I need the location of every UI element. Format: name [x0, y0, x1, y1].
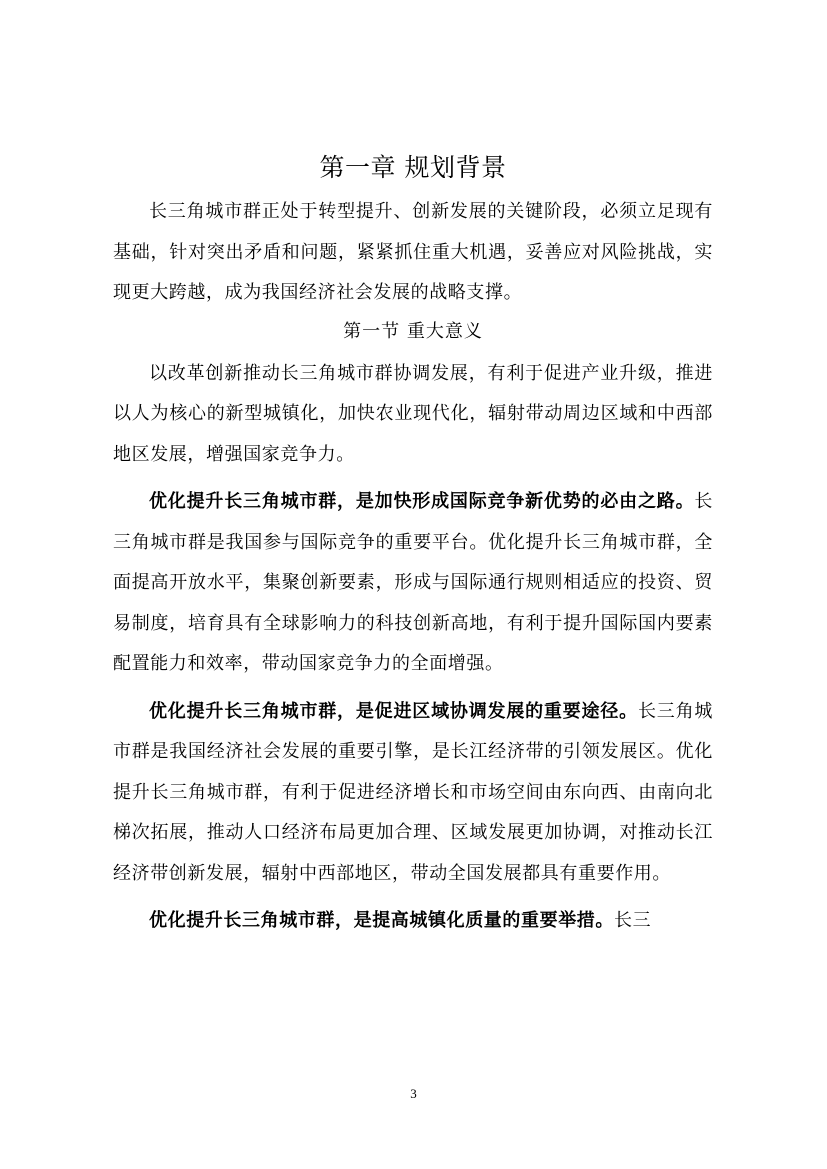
paragraph-body: 长三: [614, 910, 652, 931]
paragraph-lead: 优化提升长三角城市群，是加快形成国际竞争新优势的必由之路。: [149, 491, 695, 512]
section-intro: 以改革创新推动长三角城市群协调发展，有利于促进产业升级，推进以人为核心的新型城镇化，加快农业现代化，辐射带动周边区域和中西部地区发展，增强国家竞争力。: [113, 362, 713, 465]
chapter-intro: 长三角城市群正处于转型提升、创新发展的关键阶段，必须立足现有基础，针对突出矛盾和问题，紧紧抓住重大机遇，妥善应对风险挑战，实现更大跨越，成为我国经济社会发展的战略支撑。: [113, 201, 713, 303]
paragraph-body: 长三角城市群是我国经济社会发展的重要引擎，是长江经济带的引领发展区。优化提升长三角城市群，有利于促进经济增长和市场空间由东向西、由南向北梯次拓展，推动人口经济布局更加合理、区域发展更加协调，对推动长江经济带创新发展，辐射中西部地区，带动全国发展都具有重要作用。: [113, 700, 713, 884]
paragraph-regional-coordination: [113, 692, 713, 895]
page-number: 3: [410, 1086, 417, 1101]
paragraph-body: 长三角城市群是我国参与国际竞争的重要平台。优化提升长三角城市群，全面提高开放水平，集聚创新要素，形成与国际通行规则相适应的投资、贸易制度，培育具有全球影响力的科技创新高地，有利于提升国际国内要素配置能力和效率，带动国家竞争力的全面增强。: [113, 491, 713, 674]
chapter-title: 第一章 规划背景: [319, 153, 507, 182]
paragraph-lead: 优化提升长三角城市群，是促进区域协调发展的重要途径。: [149, 700, 638, 722]
paragraph-lead: 优化提升长三角城市群，是提高城镇化质量的重要举措。: [149, 910, 614, 931]
section-title: 第一节 重大意义: [343, 320, 483, 342]
page-body: [113, 150, 713, 942]
paragraph-urbanization-quality: [113, 901, 713, 942]
paragraph-international-competition: [113, 482, 713, 685]
